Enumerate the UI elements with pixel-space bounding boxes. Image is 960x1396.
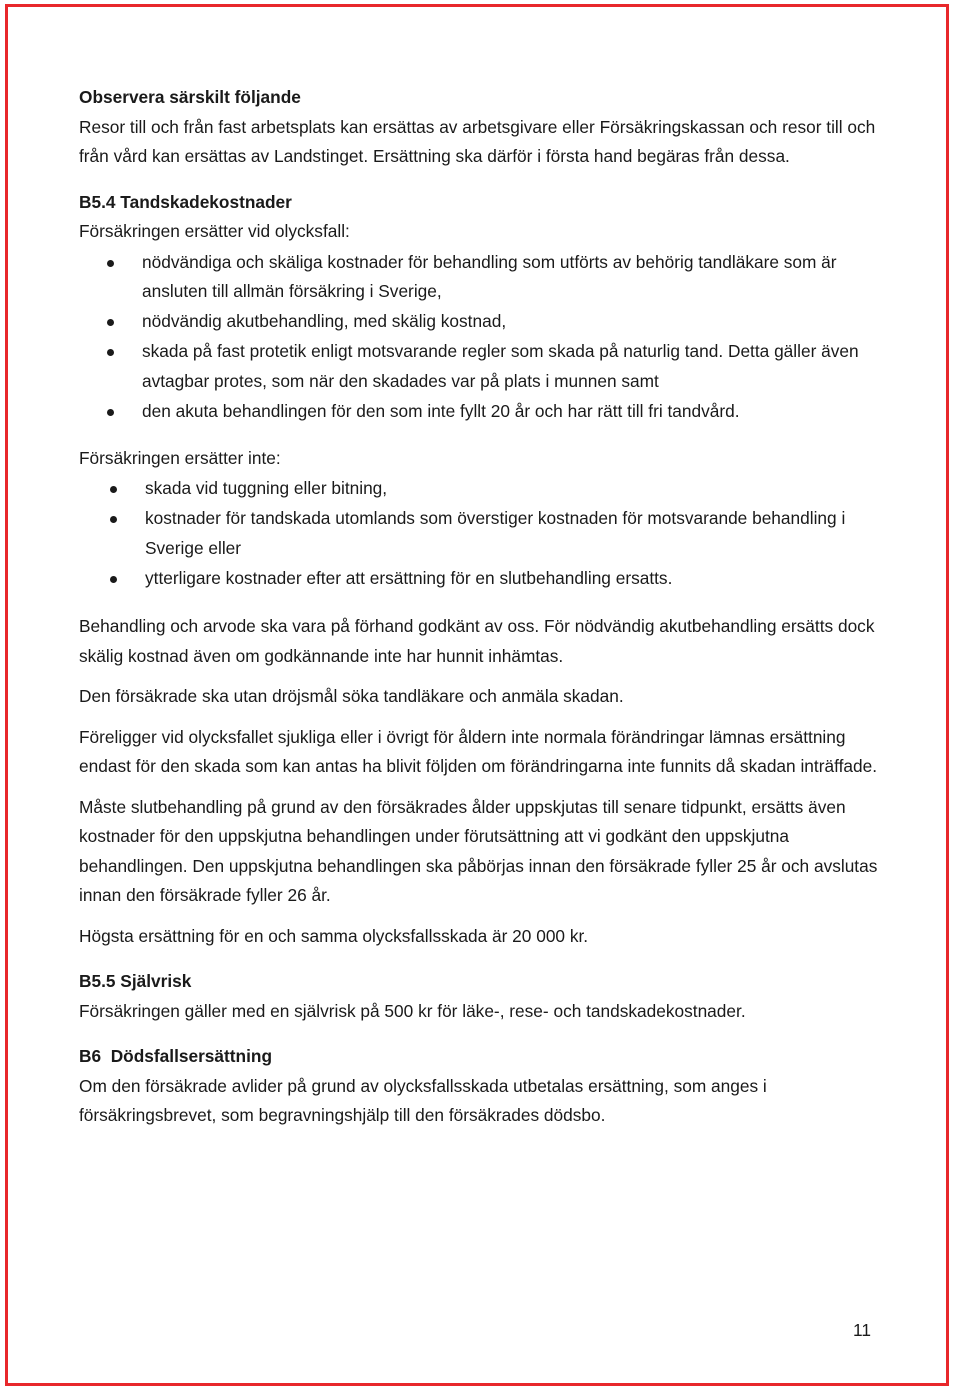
b54-paragraph-conditions: Föreligger vid olycksfallet sjukliga eller i övrigt för åldern inte normala förändringar lämnas ersättning endast för den skada som kan antas ha blivit följden om förändringarna inte funnits då skadan inträffade. (79, 726, 878, 777)
b54-paragraph-deferred: Måste slutbehandling på grund av den försäkrades ålder uppskjutas till senare tidpunkt, ersätts även kostnader för den uppskjutna behandlingen under förutsättning att vi godkänt den uppskjutna behandlingen. Den uppskjutna behandlingen ska påbörjas innan den försäkrade fyller 25 år och avslutas innan den försäkrade fyller 26 år. (79, 796, 878, 906)
bullet-icon (107, 409, 114, 416)
bullet-icon (110, 486, 117, 493)
list-item: den akuta behandlingen för den som inte fyllt 20 år och har rätt till fri tandvård. (79, 397, 879, 427)
b54-exclusions-list (79, 474, 879, 594)
bullet-icon (110, 576, 117, 583)
b6-text: Om den försäkrade avlider på grund av olycksfallsskada utbetalas ersättning, som anges i försäkringsbrevet, som begravningshjälp till den försäkrades dödsbo. (79, 1075, 767, 1126)
observe-heading: Observera särskilt följande (79, 87, 301, 107)
bullet-icon (107, 260, 114, 267)
section-b54-heading: B5.4 Tandskadekostnader (79, 191, 292, 212)
b54-paragraph-approval: Behandling och arvode ska vara på förhand godkänt av oss. För nödvändig akutbehandling ersätts dock skälig kostnad även om godkännande inte har hunnit inhämtas. (79, 616, 875, 666)
b55-text: Försäkringen gäller med en självrisk på 500 kr för läke-, rese- och tandskadekostnader. (79, 1000, 746, 1021)
list-item: nödvändiga och skäliga kostnader för behandling som utförts av behörig tandläkare som är ansluten till allmän försäkring i Sverige, (79, 248, 879, 308)
observe-text: Resor till och från fast arbetsplats kan ersättas av arbetsgivare eller Försäkringskassan och resor till och från vård kan ersättas av Landstinget. Ersättning ska därför i första hand begäras från dessa. (79, 116, 876, 166)
list-item: nödvändig akutbehandling, med skälig kostnad, (79, 307, 879, 337)
bullet-icon (107, 319, 114, 326)
b54-intro: Försäkringen ersätter vid olycksfall: (79, 221, 350, 241)
b54-covered-list (79, 248, 879, 427)
list-item: ytterligare kostnader efter att ersättning för en slutbehandling ersatts. (79, 564, 879, 594)
b54-exclusions-intro: Försäkringen ersätter inte: (79, 447, 281, 468)
list-item: kostnader för tandskada utomlands som överstiger kostnaden för motsvarande behandling i Sverige eller (79, 504, 879, 564)
document-body (79, 83, 879, 1131)
b54-paragraph-max: Högsta ersättning för en och samma olycksfallsskada är 20 000 kr. (79, 925, 589, 946)
b54-paragraph-report: Den försäkrade ska utan dröjsmål söka tandläkare och anmäla skadan. (79, 686, 624, 707)
list-item: skada på fast protetik enligt motsvarande regler som skada på naturlig tand. Detta gäller även avtagbar protes, som när den skadades var på plats i munnen samt (79, 337, 879, 397)
section-b55-heading: B5.5 Självrisk (79, 971, 192, 992)
section-b6-heading: B6 Dödsfallsersättning (79, 1046, 273, 1067)
page-number: 11 (853, 1320, 871, 1340)
bullet-icon (110, 516, 117, 523)
list-item: skada vid tuggning eller bitning, (79, 474, 879, 504)
bullet-icon (107, 349, 114, 356)
